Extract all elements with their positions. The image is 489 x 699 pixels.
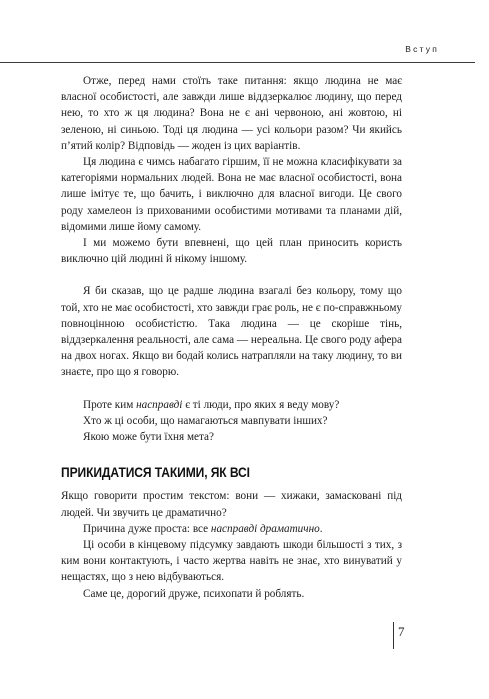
emphasis: насправді: [136, 398, 183, 411]
paragraph-spacer: [61, 381, 402, 397]
header-rule: [0, 62, 475, 63]
page-body: [61, 73, 402, 602]
body-paragraph: І ми можемо бути впевнені, що цей план приносить користь виключно цій людині й нікому іншому.: [61, 237, 402, 266]
section-heading: ПРИКИДАТИСЯ ТАКИМИ, ЯК ВСІ: [61, 465, 250, 481]
body-paragraph: Ці особи в кінцевому підсумку завдають шкоди більшості з тих, з ким вони контактують, і часто жертва навіть не знає, хто винуватий у нещастях, що з нею відбуваються.: [61, 539, 402, 584]
paragraph-spacer: [61, 267, 402, 283]
question-line: Проте ким насправді є ті люди, про яких я веду мову?: [83, 398, 340, 411]
folio-rule: [393, 622, 394, 649]
body-paragraph: Отже, перед нами стоїть таке питання: якщо людина не має власної особистості, але завжди лише віддзеркалює людину, що перед нею, то хто ж ця людина? Вона не є ані червоною, ані жовтою, ні зеленою, ні синьою. Тоді ця людина — усі кольори разом? Чи якийсь п’ятий колір? Відповідь — жоден із цих варіантів.: [61, 75, 402, 152]
running-head: Вступ: [405, 44, 439, 54]
emphasis: насправді драматично: [210, 522, 320, 535]
body-paragraph: Якщо говорити простим текстом: вони — хижаки, замасковані під людей. Чи звучить це драматично?: [61, 490, 402, 519]
question-line: Якою може бути їхня мета?: [83, 431, 214, 444]
body-paragraph: Ця людина є чимсь набагато гіршим, її не можна класифікувати за категоріями нормальних людей. Вона не має власної особистості, вона лише імітує те, що бачить, і виключно для власної вигоди. Це свого роду хамелеон із прихованими особистими мотивами та планами дій, відомими лише йому самому.: [61, 156, 402, 233]
body-paragraph: Саме це, дорогий друже, психопати й роблять.: [83, 587, 305, 600]
page-number: 7: [398, 624, 405, 639]
body-paragraph: Я би сказав, що це радше людина взагалі без кольору, тому що той, хто не має особистості, хто завжди грає роль, не є по-справжньому повноцінною особистістю. Така людина — це скоріше тінь, віддзеркалення реальності, але сама — нереальна. Це свого роду афера на двох ногах. Якщо ви бодай колись натрапляли на таку людину, то ви знаєте, про що я говорю.: [61, 285, 402, 379]
body-paragraph: Причина дуже проста: все насправді драматично.: [83, 522, 323, 535]
question-line: Хто ж ці особи, що намагаються мавпувати інших?: [83, 414, 328, 427]
